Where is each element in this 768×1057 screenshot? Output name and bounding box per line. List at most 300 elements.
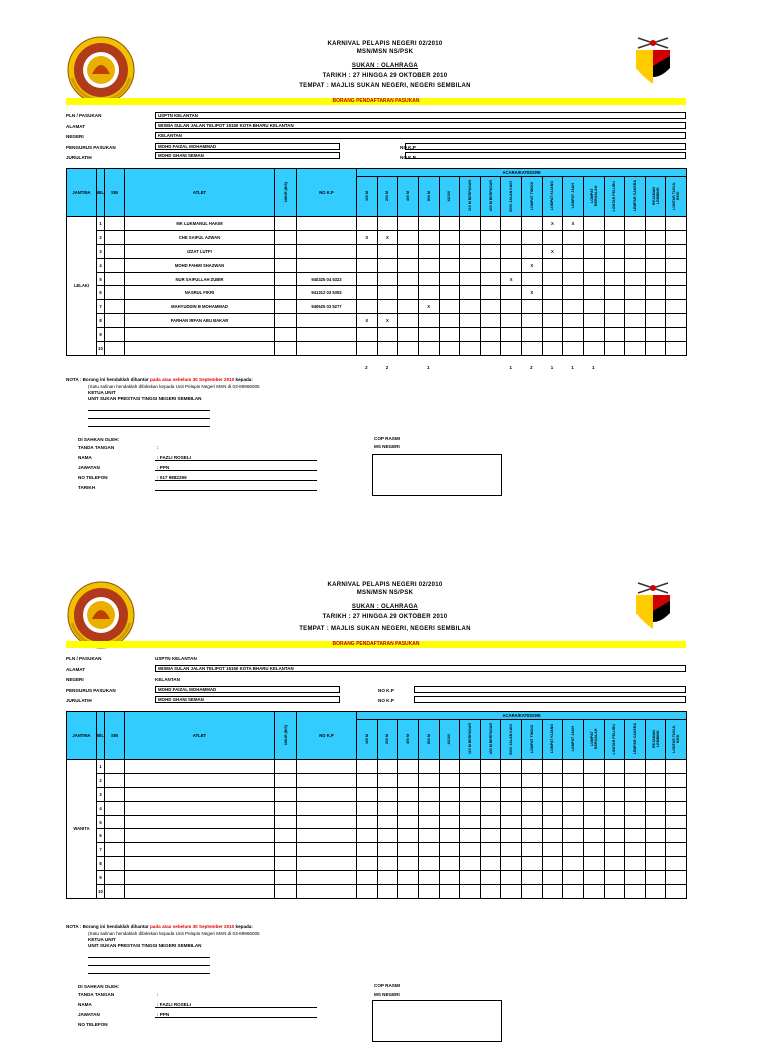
- event-mark-cell[interactable]: [625, 328, 646, 342]
- event-mark-cell[interactable]: [398, 885, 419, 899]
- umur-cell[interactable]: [275, 871, 297, 885]
- event-mark-cell[interactable]: [666, 272, 687, 286]
- event-mark-cell[interactable]: [501, 286, 522, 300]
- event-mark-cell[interactable]: [563, 286, 584, 300]
- event-mark-cell[interactable]: [501, 244, 522, 258]
- event-mark-cell[interactable]: [563, 244, 584, 258]
- event-mark-cell[interactable]: [398, 342, 419, 356]
- pengurus-field[interactable]: MOHD FAIZAL MOHAMMAD: [155, 143, 340, 150]
- event-mark-cell[interactable]: [583, 787, 604, 801]
- atlet-cell[interactable]: [125, 815, 275, 829]
- event-mark-cell[interactable]: [460, 244, 481, 258]
- event-mark-cell[interactable]: [645, 801, 666, 815]
- event-mark-cell[interactable]: [583, 230, 604, 244]
- event-mark-cell[interactable]: [645, 773, 666, 787]
- atlet-cell[interactable]: [125, 760, 275, 774]
- event-mark-cell[interactable]: [625, 272, 646, 286]
- event-mark-cell[interactable]: X: [357, 230, 378, 244]
- event-mark-cell[interactable]: [398, 760, 419, 774]
- event-mark-cell[interactable]: [398, 773, 419, 787]
- event-mark-cell[interactable]: [666, 801, 687, 815]
- umur-cell[interactable]: [275, 286, 297, 300]
- event-mark-cell[interactable]: [480, 272, 501, 286]
- sin-cell[interactable]: [105, 244, 125, 258]
- umur-cell[interactable]: [275, 801, 297, 815]
- event-mark-cell[interactable]: [398, 244, 419, 258]
- event-mark-cell[interactable]: [583, 843, 604, 857]
- event-mark-cell[interactable]: [666, 230, 687, 244]
- umur-cell[interactable]: [275, 815, 297, 829]
- event-mark-cell[interactable]: [480, 829, 501, 843]
- event-mark-cell[interactable]: [522, 217, 543, 231]
- event-mark-cell[interactable]: [583, 829, 604, 843]
- event-mark-cell[interactable]: [418, 760, 439, 774]
- event-mark-cell[interactable]: [583, 328, 604, 342]
- event-mark-cell[interactable]: [666, 328, 687, 342]
- event-mark-cell[interactable]: [501, 815, 522, 829]
- event-mark-cell[interactable]: [625, 314, 646, 328]
- event-mark-cell[interactable]: [357, 300, 378, 314]
- event-mark-cell[interactable]: [666, 857, 687, 871]
- event-mark-cell[interactable]: [398, 230, 419, 244]
- event-mark-cell[interactable]: [418, 801, 439, 815]
- event-mark-cell[interactable]: [418, 314, 439, 328]
- event-mark-cell[interactable]: [666, 815, 687, 829]
- umur-cell[interactable]: [275, 314, 297, 328]
- event-mark-cell[interactable]: [377, 300, 398, 314]
- event-mark-cell[interactable]: [439, 328, 460, 342]
- event-mark-cell[interactable]: [439, 815, 460, 829]
- event-mark-cell[interactable]: [604, 300, 625, 314]
- event-mark-cell[interactable]: [377, 871, 398, 885]
- event-mark-cell[interactable]: [625, 342, 646, 356]
- umur-cell[interactable]: [275, 843, 297, 857]
- event-mark-cell[interactable]: [666, 300, 687, 314]
- event-mark-cell[interactable]: [645, 871, 666, 885]
- event-mark-cell[interactable]: [522, 815, 543, 829]
- event-mark-cell[interactable]: [357, 843, 378, 857]
- event-mark-cell[interactable]: [563, 272, 584, 286]
- event-mark-cell[interactable]: [583, 342, 604, 356]
- event-mark-cell[interactable]: [357, 258, 378, 272]
- event-mark-cell[interactable]: [563, 760, 584, 774]
- event-mark-cell[interactable]: [439, 258, 460, 272]
- event-mark-cell[interactable]: [645, 244, 666, 258]
- atlet-cell[interactable]: [125, 787, 275, 801]
- event-mark-cell[interactable]: [418, 787, 439, 801]
- event-mark-cell[interactable]: [480, 314, 501, 328]
- atlet-cell[interactable]: [125, 843, 275, 857]
- umur-cell[interactable]: [275, 272, 297, 286]
- event-mark-cell[interactable]: [563, 829, 584, 843]
- nokp-cell[interactable]: [297, 773, 357, 787]
- event-mark-cell[interactable]: [583, 217, 604, 231]
- event-mark-cell[interactable]: [480, 230, 501, 244]
- event-mark-cell[interactable]: [398, 314, 419, 328]
- event-mark-cell[interactable]: [357, 217, 378, 231]
- nokp-jurulatih-field[interactable]: [414, 696, 686, 703]
- sin-cell[interactable]: [105, 871, 125, 885]
- event-mark-cell[interactable]: [522, 829, 543, 843]
- nokp-cell[interactable]: [297, 843, 357, 857]
- event-mark-cell[interactable]: [501, 258, 522, 272]
- event-mark-cell[interactable]: [439, 217, 460, 231]
- event-mark-cell[interactable]: [645, 314, 666, 328]
- nokp-cell[interactable]: [297, 258, 357, 272]
- event-mark-cell[interactable]: [542, 300, 563, 314]
- event-mark-cell[interactable]: [480, 286, 501, 300]
- nokp-pengurus-field[interactable]: [414, 686, 686, 693]
- event-mark-cell[interactable]: [377, 787, 398, 801]
- event-mark-cell[interactable]: [542, 258, 563, 272]
- event-mark-cell[interactable]: [460, 230, 481, 244]
- atlet-cell[interactable]: FARHAN IRFAN ABU BAKAR: [125, 314, 275, 328]
- atlet-cell[interactable]: NASRUL FIKRI: [125, 286, 275, 300]
- event-mark-cell[interactable]: X: [522, 258, 543, 272]
- event-mark-cell[interactable]: [418, 871, 439, 885]
- event-mark-cell[interactable]: [418, 843, 439, 857]
- event-mark-cell[interactable]: [542, 272, 563, 286]
- event-mark-cell[interactable]: [357, 801, 378, 815]
- event-mark-cell[interactable]: X: [418, 300, 439, 314]
- event-mark-cell[interactable]: [398, 815, 419, 829]
- event-mark-cell[interactable]: [418, 258, 439, 272]
- event-mark-cell[interactable]: [645, 843, 666, 857]
- event-mark-cell[interactable]: [501, 760, 522, 774]
- event-mark-cell[interactable]: [357, 815, 378, 829]
- sin-cell[interactable]: [105, 801, 125, 815]
- event-mark-cell[interactable]: [645, 272, 666, 286]
- event-mark-cell[interactable]: [604, 286, 625, 300]
- event-mark-cell[interactable]: [563, 801, 584, 815]
- event-mark-cell[interactable]: [542, 342, 563, 356]
- event-mark-cell[interactable]: [666, 286, 687, 300]
- event-mark-cell[interactable]: [542, 885, 563, 899]
- event-mark-cell[interactable]: [460, 843, 481, 857]
- atlet-cell[interactable]: IZZAT LUTFI: [125, 244, 275, 258]
- sin-cell[interactable]: [105, 773, 125, 787]
- event-mark-cell[interactable]: [460, 885, 481, 899]
- event-mark-cell[interactable]: [583, 244, 604, 258]
- umur-cell[interactable]: [275, 217, 297, 231]
- event-mark-cell[interactable]: [377, 885, 398, 899]
- event-mark-cell[interactable]: [604, 801, 625, 815]
- event-mark-cell[interactable]: [625, 829, 646, 843]
- umur-cell[interactable]: [275, 787, 297, 801]
- event-mark-cell[interactable]: [357, 286, 378, 300]
- nokp-jurulatih-field[interactable]: [405, 152, 686, 159]
- event-mark-cell[interactable]: [460, 760, 481, 774]
- event-mark-cell[interactable]: [625, 230, 646, 244]
- event-mark-cell[interactable]: [563, 885, 584, 899]
- event-mark-cell[interactable]: [604, 857, 625, 871]
- event-mark-cell[interactable]: [377, 773, 398, 787]
- event-mark-cell[interactable]: [460, 272, 481, 286]
- nokp-cell[interactable]: [297, 217, 357, 231]
- event-mark-cell[interactable]: [501, 885, 522, 899]
- event-mark-cell[interactable]: [377, 342, 398, 356]
- stamp-box[interactable]: [372, 454, 502, 496]
- event-mark-cell[interactable]: [666, 773, 687, 787]
- jurulatih-field[interactable]: MOHD GHANI SEMAN: [155, 152, 340, 159]
- event-mark-cell[interactable]: [377, 217, 398, 231]
- event-mark-cell[interactable]: [398, 300, 419, 314]
- event-mark-cell[interactable]: [645, 286, 666, 300]
- event-mark-cell[interactable]: [604, 815, 625, 829]
- atlet-cell[interactable]: [125, 885, 275, 899]
- event-mark-cell[interactable]: [522, 328, 543, 342]
- event-mark-cell[interactable]: [501, 843, 522, 857]
- event-mark-cell[interactable]: [357, 773, 378, 787]
- event-mark-cell[interactable]: [563, 342, 584, 356]
- event-mark-cell[interactable]: [542, 801, 563, 815]
- event-mark-cell[interactable]: X: [501, 272, 522, 286]
- event-mark-cell[interactable]: [501, 328, 522, 342]
- event-mark-cell[interactable]: [666, 760, 687, 774]
- event-mark-cell[interactable]: [418, 272, 439, 286]
- event-mark-cell[interactable]: [357, 272, 378, 286]
- event-mark-cell[interactable]: [604, 244, 625, 258]
- event-mark-cell[interactable]: [583, 815, 604, 829]
- event-mark-cell[interactable]: [563, 857, 584, 871]
- nokp-cell[interactable]: [297, 314, 357, 328]
- event-mark-cell[interactable]: [625, 885, 646, 899]
- event-mark-cell[interactable]: [604, 829, 625, 843]
- event-mark-cell[interactable]: [480, 217, 501, 231]
- event-mark-cell[interactable]: [625, 300, 646, 314]
- event-mark-cell[interactable]: [583, 760, 604, 774]
- event-mark-cell[interactable]: [583, 871, 604, 885]
- event-mark-cell[interactable]: [377, 760, 398, 774]
- event-mark-cell[interactable]: [480, 300, 501, 314]
- event-mark-cell[interactable]: [666, 843, 687, 857]
- event-mark-cell[interactable]: [666, 244, 687, 258]
- event-mark-cell[interactable]: [522, 230, 543, 244]
- sin-cell[interactable]: [105, 217, 125, 231]
- event-mark-cell[interactable]: X: [377, 314, 398, 328]
- event-mark-cell[interactable]: [542, 829, 563, 843]
- sin-cell[interactable]: [105, 230, 125, 244]
- pengurus-field[interactable]: MOHD FAIZAL MOHAMMAD: [155, 686, 340, 693]
- event-mark-cell[interactable]: [645, 300, 666, 314]
- event-mark-cell[interactable]: [522, 801, 543, 815]
- event-mark-cell[interactable]: [439, 314, 460, 328]
- event-mark-cell[interactable]: [377, 829, 398, 843]
- jurulatih-field[interactable]: MOHD GHANI SEMAN: [155, 696, 340, 703]
- event-mark-cell[interactable]: [604, 314, 625, 328]
- nokp-cell[interactable]: [297, 885, 357, 899]
- event-mark-cell[interactable]: [501, 773, 522, 787]
- event-mark-cell[interactable]: [377, 801, 398, 815]
- event-mark-cell[interactable]: [604, 871, 625, 885]
- event-mark-cell[interactable]: [666, 258, 687, 272]
- event-mark-cell[interactable]: [625, 801, 646, 815]
- nokp-cell[interactable]: [297, 760, 357, 774]
- event-mark-cell[interactable]: [480, 787, 501, 801]
- event-mark-cell[interactable]: [418, 286, 439, 300]
- event-mark-cell[interactable]: [522, 843, 543, 857]
- event-mark-cell[interactable]: [460, 286, 481, 300]
- event-mark-cell[interactable]: [439, 760, 460, 774]
- atlet-cell[interactable]: [125, 328, 275, 342]
- umur-cell[interactable]: [275, 857, 297, 871]
- event-mark-cell[interactable]: [357, 760, 378, 774]
- event-mark-cell[interactable]: [666, 829, 687, 843]
- event-mark-cell[interactable]: [522, 857, 543, 871]
- atlet-cell[interactable]: [125, 801, 275, 815]
- event-mark-cell[interactable]: [377, 815, 398, 829]
- event-mark-cell[interactable]: [645, 829, 666, 843]
- event-mark-cell[interactable]: [542, 787, 563, 801]
- event-mark-cell[interactable]: [398, 272, 419, 286]
- event-mark-cell[interactable]: [439, 286, 460, 300]
- sin-cell[interactable]: [105, 829, 125, 843]
- event-mark-cell[interactable]: [583, 801, 604, 815]
- event-mark-cell[interactable]: [439, 342, 460, 356]
- event-mark-cell[interactable]: [418, 885, 439, 899]
- event-mark-cell[interactable]: X: [377, 230, 398, 244]
- event-mark-cell[interactable]: [480, 244, 501, 258]
- event-mark-cell[interactable]: [439, 244, 460, 258]
- atlet-cell[interactable]: [125, 773, 275, 787]
- event-mark-cell[interactable]: [439, 801, 460, 815]
- event-mark-cell[interactable]: [501, 871, 522, 885]
- event-mark-cell[interactable]: [398, 843, 419, 857]
- nokp-cell[interactable]: [297, 815, 357, 829]
- event-mark-cell[interactable]: [460, 217, 481, 231]
- event-mark-cell[interactable]: [625, 217, 646, 231]
- event-mark-cell[interactable]: [357, 244, 378, 258]
- event-mark-cell[interactable]: [480, 885, 501, 899]
- event-mark-cell[interactable]: [460, 342, 481, 356]
- sin-cell[interactable]: [105, 328, 125, 342]
- event-mark-cell[interactable]: [357, 857, 378, 871]
- event-mark-cell[interactable]: [563, 787, 584, 801]
- event-mark-cell[interactable]: [604, 787, 625, 801]
- event-mark-cell[interactable]: [439, 773, 460, 787]
- event-mark-cell[interactable]: [645, 857, 666, 871]
- event-mark-cell[interactable]: [480, 328, 501, 342]
- event-mark-cell[interactable]: [501, 787, 522, 801]
- event-mark-cell[interactable]: [563, 871, 584, 885]
- event-mark-cell[interactable]: [666, 787, 687, 801]
- event-mark-cell[interactable]: [563, 815, 584, 829]
- negeri-field[interactable]: KELANTAN: [155, 132, 686, 139]
- event-mark-cell[interactable]: [398, 871, 419, 885]
- sin-cell[interactable]: [105, 885, 125, 899]
- event-mark-cell[interactable]: [418, 230, 439, 244]
- nokp-cell[interactable]: [297, 230, 357, 244]
- event-mark-cell[interactable]: [625, 843, 646, 857]
- event-mark-cell[interactable]: [583, 314, 604, 328]
- atlet-cell[interactable]: MK LUKMANUL HAKIM: [125, 217, 275, 231]
- nokp-pengurus-field[interactable]: [405, 143, 686, 150]
- event-mark-cell[interactable]: [625, 857, 646, 871]
- event-mark-cell[interactable]: [357, 871, 378, 885]
- event-mark-cell[interactable]: [418, 773, 439, 787]
- umur-cell[interactable]: [275, 230, 297, 244]
- umur-cell[interactable]: [275, 328, 297, 342]
- alamat-field[interactable]: WISMA SULAN JALAN TELIPOT 15150 KOTA BHARU KELANTAN: [155, 665, 686, 672]
- event-mark-cell[interactable]: [460, 314, 481, 328]
- event-mark-cell[interactable]: [460, 871, 481, 885]
- event-mark-cell[interactable]: [480, 258, 501, 272]
- event-mark-cell[interactable]: [418, 829, 439, 843]
- atlet-cell[interactable]: MAHYUDDIN B MOHAMMAD: [125, 300, 275, 314]
- nokp-cell[interactable]: 940325 04 5323: [297, 272, 357, 286]
- event-mark-cell[interactable]: [439, 230, 460, 244]
- event-mark-cell[interactable]: [625, 773, 646, 787]
- event-mark-cell[interactable]: [563, 230, 584, 244]
- umur-cell[interactable]: [275, 342, 297, 356]
- event-mark-cell[interactable]: [377, 272, 398, 286]
- event-mark-cell[interactable]: [542, 871, 563, 885]
- event-mark-cell[interactable]: [398, 258, 419, 272]
- sin-cell[interactable]: [105, 787, 125, 801]
- event-mark-cell[interactable]: [398, 328, 419, 342]
- event-mark-cell[interactable]: [604, 272, 625, 286]
- event-mark-cell[interactable]: [542, 773, 563, 787]
- event-mark-cell[interactable]: [501, 230, 522, 244]
- event-mark-cell[interactable]: [645, 328, 666, 342]
- event-mark-cell[interactable]: [377, 857, 398, 871]
- event-mark-cell[interactable]: [522, 760, 543, 774]
- atlet-cell[interactable]: [125, 857, 275, 871]
- event-mark-cell[interactable]: [460, 773, 481, 787]
- event-mark-cell[interactable]: [563, 843, 584, 857]
- atlet-cell[interactable]: [125, 871, 275, 885]
- event-mark-cell[interactable]: [398, 286, 419, 300]
- event-mark-cell[interactable]: [583, 272, 604, 286]
- event-mark-cell[interactable]: [501, 829, 522, 843]
- event-mark-cell[interactable]: [377, 843, 398, 857]
- event-mark-cell[interactable]: [583, 300, 604, 314]
- event-mark-cell[interactable]: [439, 787, 460, 801]
- event-mark-cell[interactable]: [625, 815, 646, 829]
- event-mark-cell[interactable]: X: [542, 244, 563, 258]
- nokp-cell[interactable]: [297, 342, 357, 356]
- event-mark-cell[interactable]: [418, 815, 439, 829]
- event-mark-cell[interactable]: [480, 342, 501, 356]
- sin-cell[interactable]: [105, 760, 125, 774]
- event-mark-cell[interactable]: [522, 787, 543, 801]
- event-mark-cell[interactable]: [480, 801, 501, 815]
- event-mark-cell[interactable]: [625, 760, 646, 774]
- event-mark-cell[interactable]: X: [563, 217, 584, 231]
- nokp-cell[interactable]: 940625 03 5277: [297, 300, 357, 314]
- event-mark-cell[interactable]: [418, 328, 439, 342]
- sin-cell[interactable]: [105, 300, 125, 314]
- event-mark-cell[interactable]: [625, 244, 646, 258]
- event-mark-cell[interactable]: X: [522, 286, 543, 300]
- event-mark-cell[interactable]: [418, 857, 439, 871]
- event-mark-cell[interactable]: [666, 871, 687, 885]
- event-mark-cell[interactable]: [563, 773, 584, 787]
- alamat-field[interactable]: WISMA SULAN JALAN TELIPOT 15150 KOTA BHARU KELANTAN: [155, 122, 686, 129]
- nokp-cell[interactable]: 941312 03 5353: [297, 286, 357, 300]
- event-mark-cell[interactable]: [439, 843, 460, 857]
- event-mark-cell[interactable]: [460, 328, 481, 342]
- event-mark-cell[interactable]: [501, 300, 522, 314]
- event-mark-cell[interactable]: [501, 801, 522, 815]
- event-mark-cell[interactable]: [398, 787, 419, 801]
- event-mark-cell[interactable]: [542, 314, 563, 328]
- umur-cell[interactable]: [275, 760, 297, 774]
- event-mark-cell[interactable]: [480, 871, 501, 885]
- event-mark-cell[interactable]: X: [357, 314, 378, 328]
- event-mark-cell[interactable]: [645, 787, 666, 801]
- event-mark-cell[interactable]: [398, 801, 419, 815]
